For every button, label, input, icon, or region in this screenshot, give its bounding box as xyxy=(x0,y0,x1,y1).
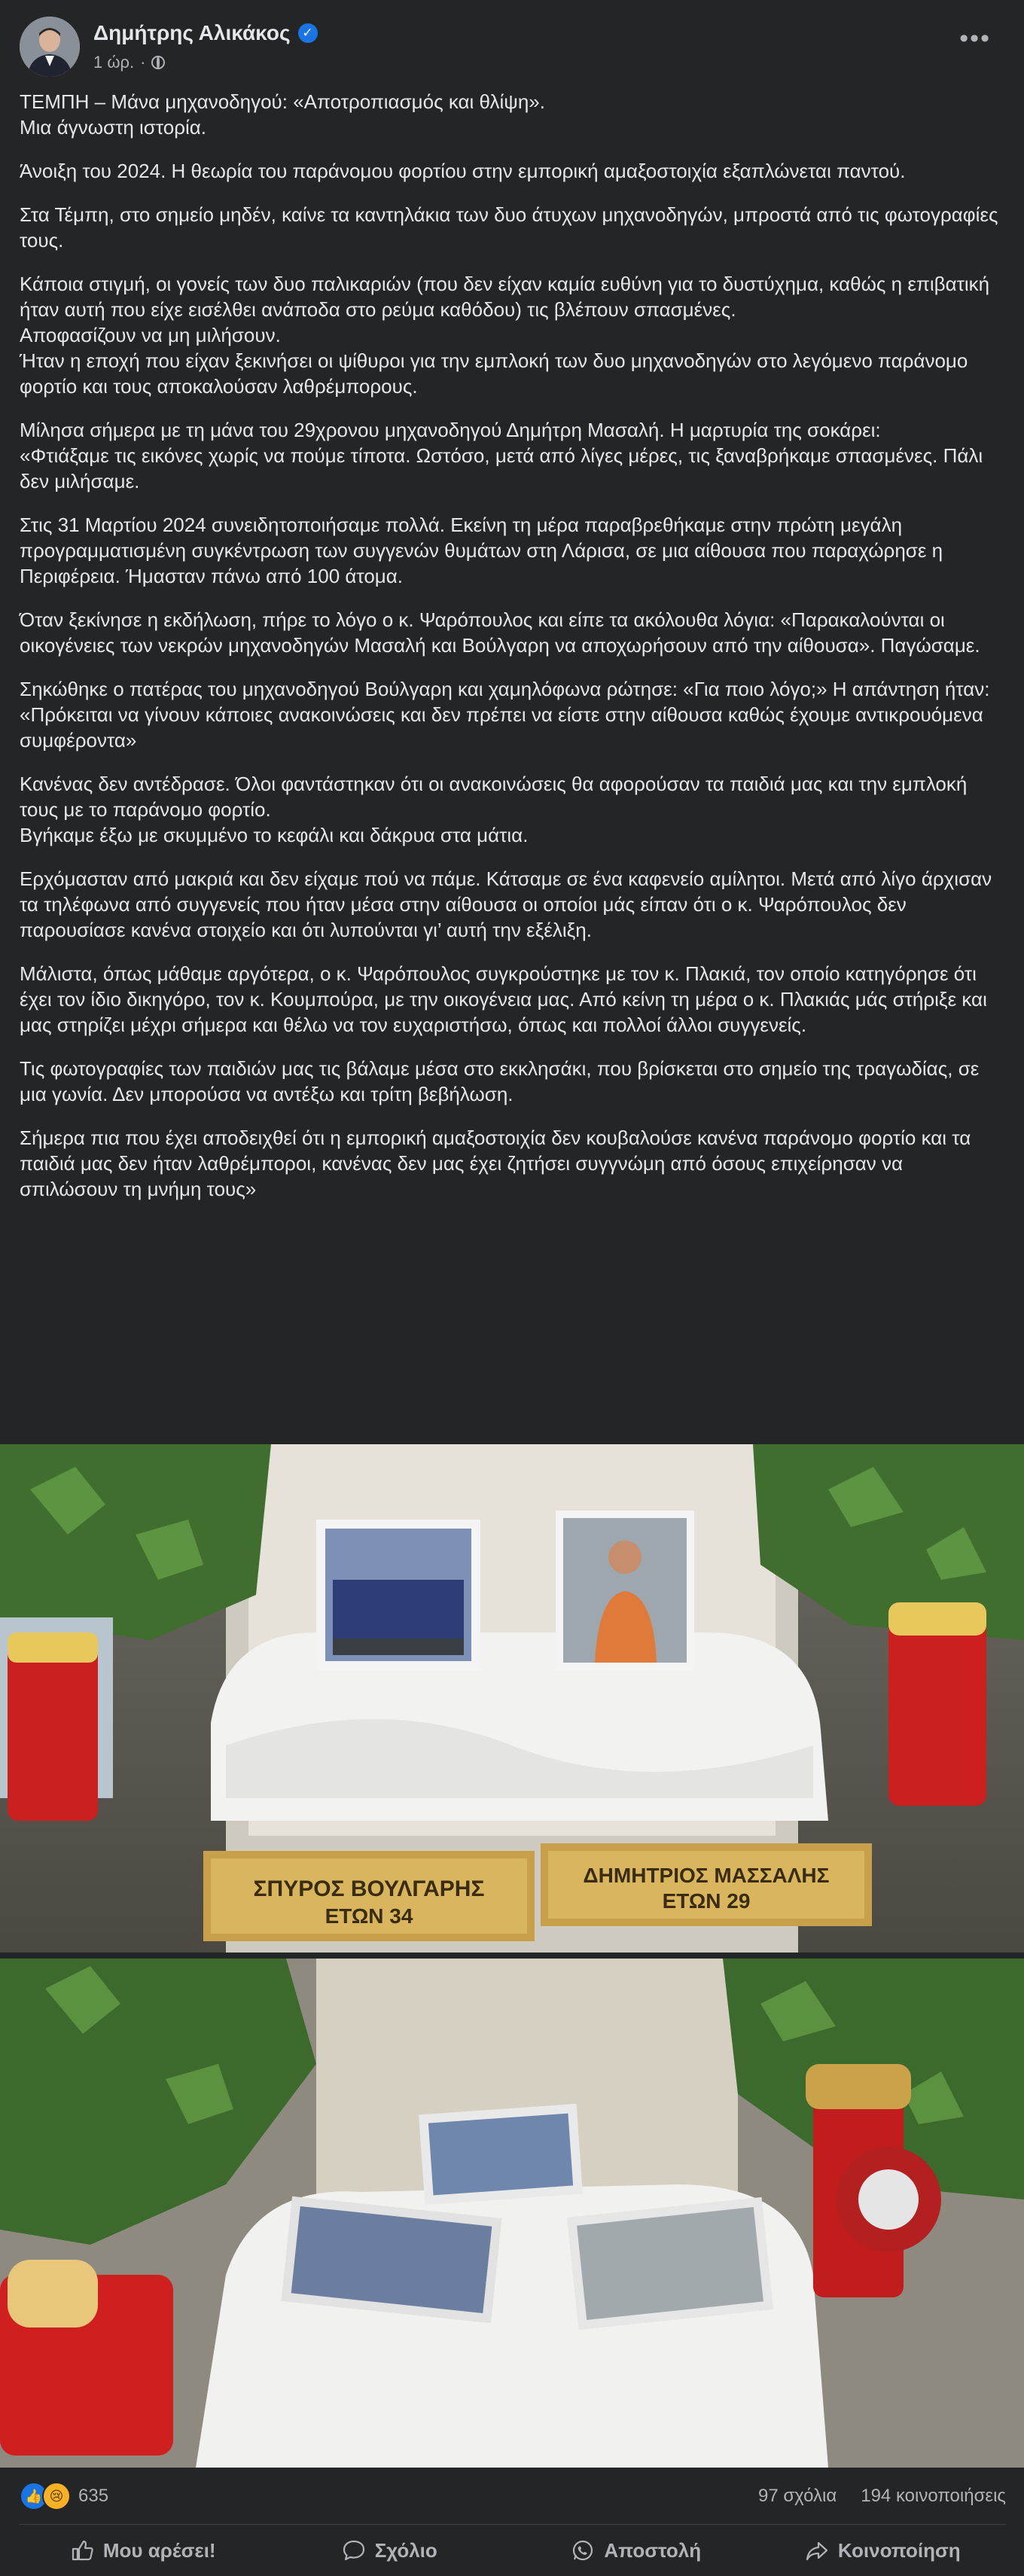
post-text-line: Στα Τέμπη, στο σημείο μηδέν, καίνε τα καντηλάκια των δυο άτυχων μηχανοδηγών, μπροστά από τις φωτογραφίες τους. xyxy=(20,203,998,252)
post-paragraph xyxy=(20,89,998,140)
whatsapp-icon xyxy=(571,2538,595,2562)
post-paragraph xyxy=(20,158,998,184)
post-paragraph xyxy=(20,202,998,253)
post-text-line: Άνοιξη του 2024. Η θεωρία του παράνομου φορτίου στην εμπορική αμαξοστοιχία εξαπλώνεται παντού. xyxy=(20,160,906,182)
more-options-icon[interactable]: ••• xyxy=(959,24,991,53)
thumbs-up-icon xyxy=(70,2538,94,2562)
post-text-line: Σήμερα πια που έχει αποδειχθεί ότι η εμπορική αμαξοστοιχία δεν κουβαλούσε κανένα παράνομο φορτίο και τα παιδιά μας δεν ήταν λαθρέμποροι, κανένας δεν μας έχει ζητήσει συγγνώμη από όσους επιχείρησαν να σπιλώσουν τη μνήμη τους» xyxy=(20,1126,971,1200)
post-text-line: Μάλιστα, όπως μάθαμε αργότερα, ο κ. Ψαρόπουλος συγκρούστηκε με τον κ. Πλακιά, τον οποίο κατηγόρησε ότι έχει τον ίδιο δικηγόρο, τον κ. Κουμπούρα, με την οικογένεια μας. Από κείνη τη μέρα ο κ. Πλακιάς μάς στήριξε και μας στηρίζει μέχρι σήμερα και θέλω να τον ευχαριστήσω, όπως και πολλοί άλλοι συγγενείς. xyxy=(20,962,987,1036)
post-text-line: Τις φωτογραφίες των παιδιών μας τις βάλαμε μέσα στο εκκλησάκι, που βρίσκεται στο σημείο της τραγωδίας, σε μια γωνία. Δεν μπορούσα να αντέξω και τρίτη βεβήλωση. xyxy=(20,1057,980,1105)
share-button[interactable] xyxy=(760,2527,1007,2574)
plaque-right-line2-text: ΕΤΩΝ 29 xyxy=(662,1889,751,1913)
post-paragraph xyxy=(20,1056,998,1107)
reaction-icons[interactable] xyxy=(20,2482,71,2510)
share-label: Κοινοποίηση xyxy=(837,2538,961,2562)
post-paragraph xyxy=(20,271,998,399)
post-paragraph xyxy=(20,1125,998,1202)
post-text-line: ΤΕΜΠΗ – Μάνα μηχανοδηγού: «Αποτροπιασμός και θλίψη». xyxy=(20,90,545,113)
plaque-left-text: ΣΠΥΡΟΣ ΒΟΥΛΓΑΡΗΣ xyxy=(253,1876,485,1901)
post-text xyxy=(20,89,998,1220)
post-paragraph xyxy=(20,607,998,658)
post-meta xyxy=(93,53,318,72)
like-reaction-icon: 👍 xyxy=(20,2482,48,2510)
comment-icon xyxy=(342,2538,366,2562)
meta-separator: · xyxy=(140,53,146,72)
reactions-count[interactable]: 635 xyxy=(78,2486,109,2506)
avatar[interactable] xyxy=(20,17,80,77)
post-text-line: Σηκώθηκε ο πατέρας του μηχανοδηγού Βούλγαρη και χαμηλόφωνα ρώτησε: «Για ποιο λόγο;» Η απάντηση ήταν: «Πρόκειται να γίνουν κάποιες ανακοινώσεις και δεν πρέπει να είστε στην αίθουσα καθώς έχουμε αντικρουόμενα συμφέροντα» xyxy=(20,678,990,751)
shares-count[interactable]: 194 κοινοποιήσεις xyxy=(861,2486,1006,2506)
post-text-line: Αποφασίζουν να μη μιλήσουν. xyxy=(20,324,281,346)
comment-button[interactable] xyxy=(267,2527,514,2574)
post-time[interactable]: 1 ώρ. xyxy=(93,53,135,72)
sad-reaction-icon: 😢 xyxy=(42,2482,71,2510)
post-text-line: Κάποια στιγμή, οι γονείς των δυο παλικαριών (που δεν είχαν καμία ευθύνη για το δυστύχημα, καθώς η επιβατική ήταν αυτή που είχε εισέλθει ανάποδα στο ρεύμα καθόδου) τις βλέπουν σπασμένες. xyxy=(20,273,990,321)
comment-label: Σχόλιο xyxy=(374,2538,437,2562)
send-button[interactable] xyxy=(513,2527,760,2574)
send-label: Αποστολή xyxy=(604,2538,702,2562)
author-name[interactable]: Δημήτρης Αλικάκος xyxy=(93,21,291,44)
post-text-line: Στις 31 Μαρτίου 2024 συνειδητοποιήσαμε πολλά. Εκείνη τη μέρα παραβρεθήκαμε στην πρώτη μεγάλη προγραμματισμένη συγκέντρωση των συγγενών θυμάτων στη Λάρισα, σε μια αίθουσα που παραχώρησε η Περιφέρεια. Ήμασταν πάνω από 100 άτομα. xyxy=(20,514,943,587)
post-text-line: Βγήκαμε έξω με σκυμμένο το κεφάλι και δάκρυα στα μάτια. xyxy=(20,824,529,846)
share-arrow-icon xyxy=(805,2538,829,2562)
post-paragraph xyxy=(20,771,998,848)
verified-badge-icon: ✓ xyxy=(298,23,318,43)
post-header xyxy=(20,17,1006,84)
post-text-line: Ήταν η εποχή που είχαν ξεκινήσει οι ψίθυροι για την εμπλοκή των δυο μηχανοδηγών στο λεγόμενο παράνομο φορτίο και τους αποκαλούσαν λαθρέμπορους. xyxy=(20,349,968,398)
globe-icon xyxy=(151,56,165,69)
post-text-line: Ερχόμασταν από μακριά και δεν είχαμε πού να πάμε. Κάτσαμε σε ένα καφενείο αμίλητοι. Μετά από λίγο άρχισαν τα τηλέφωνα από συγγενείς που ήταν μέσα στην αίθουσα οι οποίοι μάς είπαν ότι ο κ. Ψαρόπουλος δεν παρουσίασε κανένα στοιχείο και ότι λυπούνται γι’ αυτή την εξέλιξη. xyxy=(20,867,992,941)
post-paragraph xyxy=(20,961,998,1038)
plaque-left-line2-text: ΕΤΩΝ 34 xyxy=(325,1904,413,1928)
like-label: Μου αρέσει! xyxy=(102,2538,216,2562)
like-button[interactable] xyxy=(20,2527,267,2574)
post-paragraph xyxy=(20,866,998,943)
post-paragraph xyxy=(20,676,998,753)
post-text-line: Μια άγνωστη ιστορία. xyxy=(20,116,207,139)
post-paragraph xyxy=(20,512,998,589)
post-text-line: Κανένας δεν αντέδρασε. Όλοι φαντάστηκαν ότι οι ανακοινώσεις θα αφορούσαν τα παιδιά μας και την εμπλοκή τους με το παράνομο φορτίο. xyxy=(20,773,968,821)
actions-divider xyxy=(20,2524,1006,2525)
post-image-memorial-intact[interactable] xyxy=(0,1444,1024,1953)
post-text-line: Όταν ξεκίνησε η εκδήλωση, πήρε το λόγο ο κ. Ψαρόπουλος και είπε τα ακόλουθα λόγια: «Παρακαλούνται οι οικογένειες των νεκρών μηχανοδηγών Μασαλή και Βούλγαρη να αποχωρήσουν από την αίθουσα». Παγώσαμε. xyxy=(20,608,980,657)
post-text-line: «Φτιάξαμε τις εικόνες χωρίς να πούμε τίποτα. Ωστόσο, μετά από λίγες μέρες, τις ξαναβρήκαμε σπασμένες. Πάλι δεν μιλήσαμε. xyxy=(20,444,983,492)
reaction-stats xyxy=(20,2477,1006,2515)
post-text-line: Μίλησα σήμερα με τη μάνα του 29χρονου μηχανοδηγού Δημήτρη Μασαλή. Η μαρτυρία της σοκάρει: xyxy=(20,419,881,441)
post-image-memorial-broken[interactable] xyxy=(0,1959,1024,2468)
plaque-right-text: ΔΗΜΗΤΡΙΟΣ ΜΑΣΣΑΛΗΣ xyxy=(583,1864,830,1887)
post-paragraph xyxy=(20,417,998,494)
comments-count[interactable]: 97 σχόλια xyxy=(758,2486,837,2506)
post-actions xyxy=(20,2527,1006,2574)
